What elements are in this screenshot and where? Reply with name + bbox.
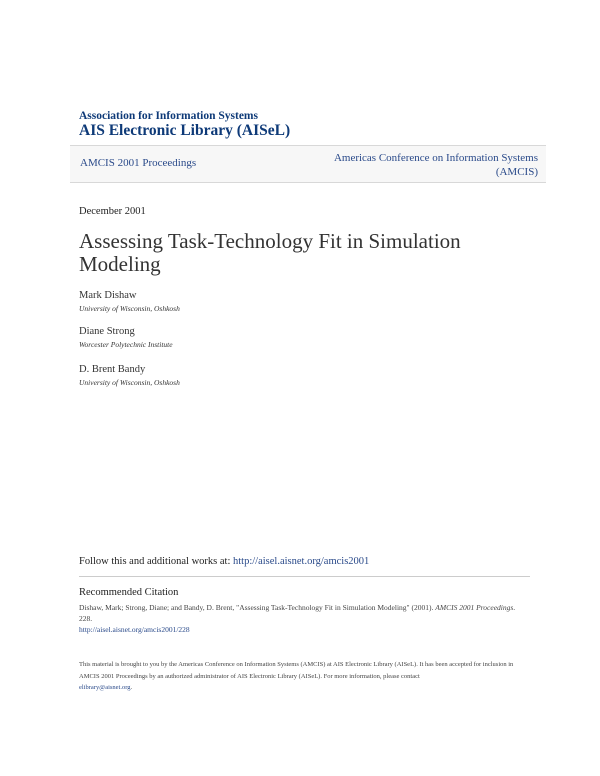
author-block-2	[79, 326, 173, 349]
publication-date: December 2001	[79, 206, 146, 217]
citation-heading: Recommended Citation	[79, 587, 179, 598]
library-name[interactable]: AIS Electronic Library (AISeL)	[79, 122, 291, 139]
notice-end: .	[130, 684, 133, 691]
citation-body: Dishaw, Mark; Strong, Diane; and Bandy, D. Brent, "Assessing Task-Technology Fit in Simulation Modeling" (2001).	[79, 603, 434, 612]
author-block-1	[79, 290, 180, 313]
paper-title: Assessing Task-Technology Fit in Simulation Modeling	[79, 229, 461, 276]
follow-line	[79, 556, 369, 567]
conference-link[interactable]	[288, 151, 538, 179]
author-name: Diane Strong	[79, 326, 135, 337]
divider	[79, 576, 530, 577]
citation-number: . 228.	[79, 603, 516, 623]
association-name[interactable]: Association for Information Systems	[79, 110, 258, 122]
conference-line-1[interactable]: Americas Conference on Information Systems	[333, 152, 538, 164]
notice-text	[79, 659, 531, 694]
citation-link[interactable]: http://aisel.aisnet.org/amcis2001/228	[79, 625, 190, 634]
author-affiliation: Worcester Polytechnic Institute	[79, 340, 173, 349]
citation-source: AMCIS 2001 Proceedings	[435, 603, 514, 612]
author-name: Mark Dishaw	[79, 290, 137, 301]
author-affiliation: University of Wisconsin, Oshkosh	[79, 304, 180, 313]
author-block-3	[79, 364, 180, 387]
author-name: D. Brent Bandy	[79, 364, 146, 375]
notice-body: This material is brought to you by the Americas Conference on Information Systems (AMCIS) at AIS Electronic Library (AISeL). It has been accepted for inclusion in AMCIS 2001 Proceedings by an authorized administrator of AIS Electronic Library (AISeL). For more information, please contact	[79, 661, 514, 680]
proceedings-link[interactable]: AMCIS 2001 Proceedings	[80, 157, 197, 169]
citation-text	[79, 602, 527, 635]
follow-link[interactable]: http://aisel.aisnet.org/amcis2001	[233, 556, 370, 567]
conference-line-2[interactable]: (AMCIS)	[495, 166, 538, 178]
follow-text: Follow this and additional works at:	[79, 556, 233, 567]
author-affiliation: University of Wisconsin, Oshkosh	[79, 378, 180, 387]
contact-email-link[interactable]: elibrary@aisnet.org	[79, 684, 131, 691]
